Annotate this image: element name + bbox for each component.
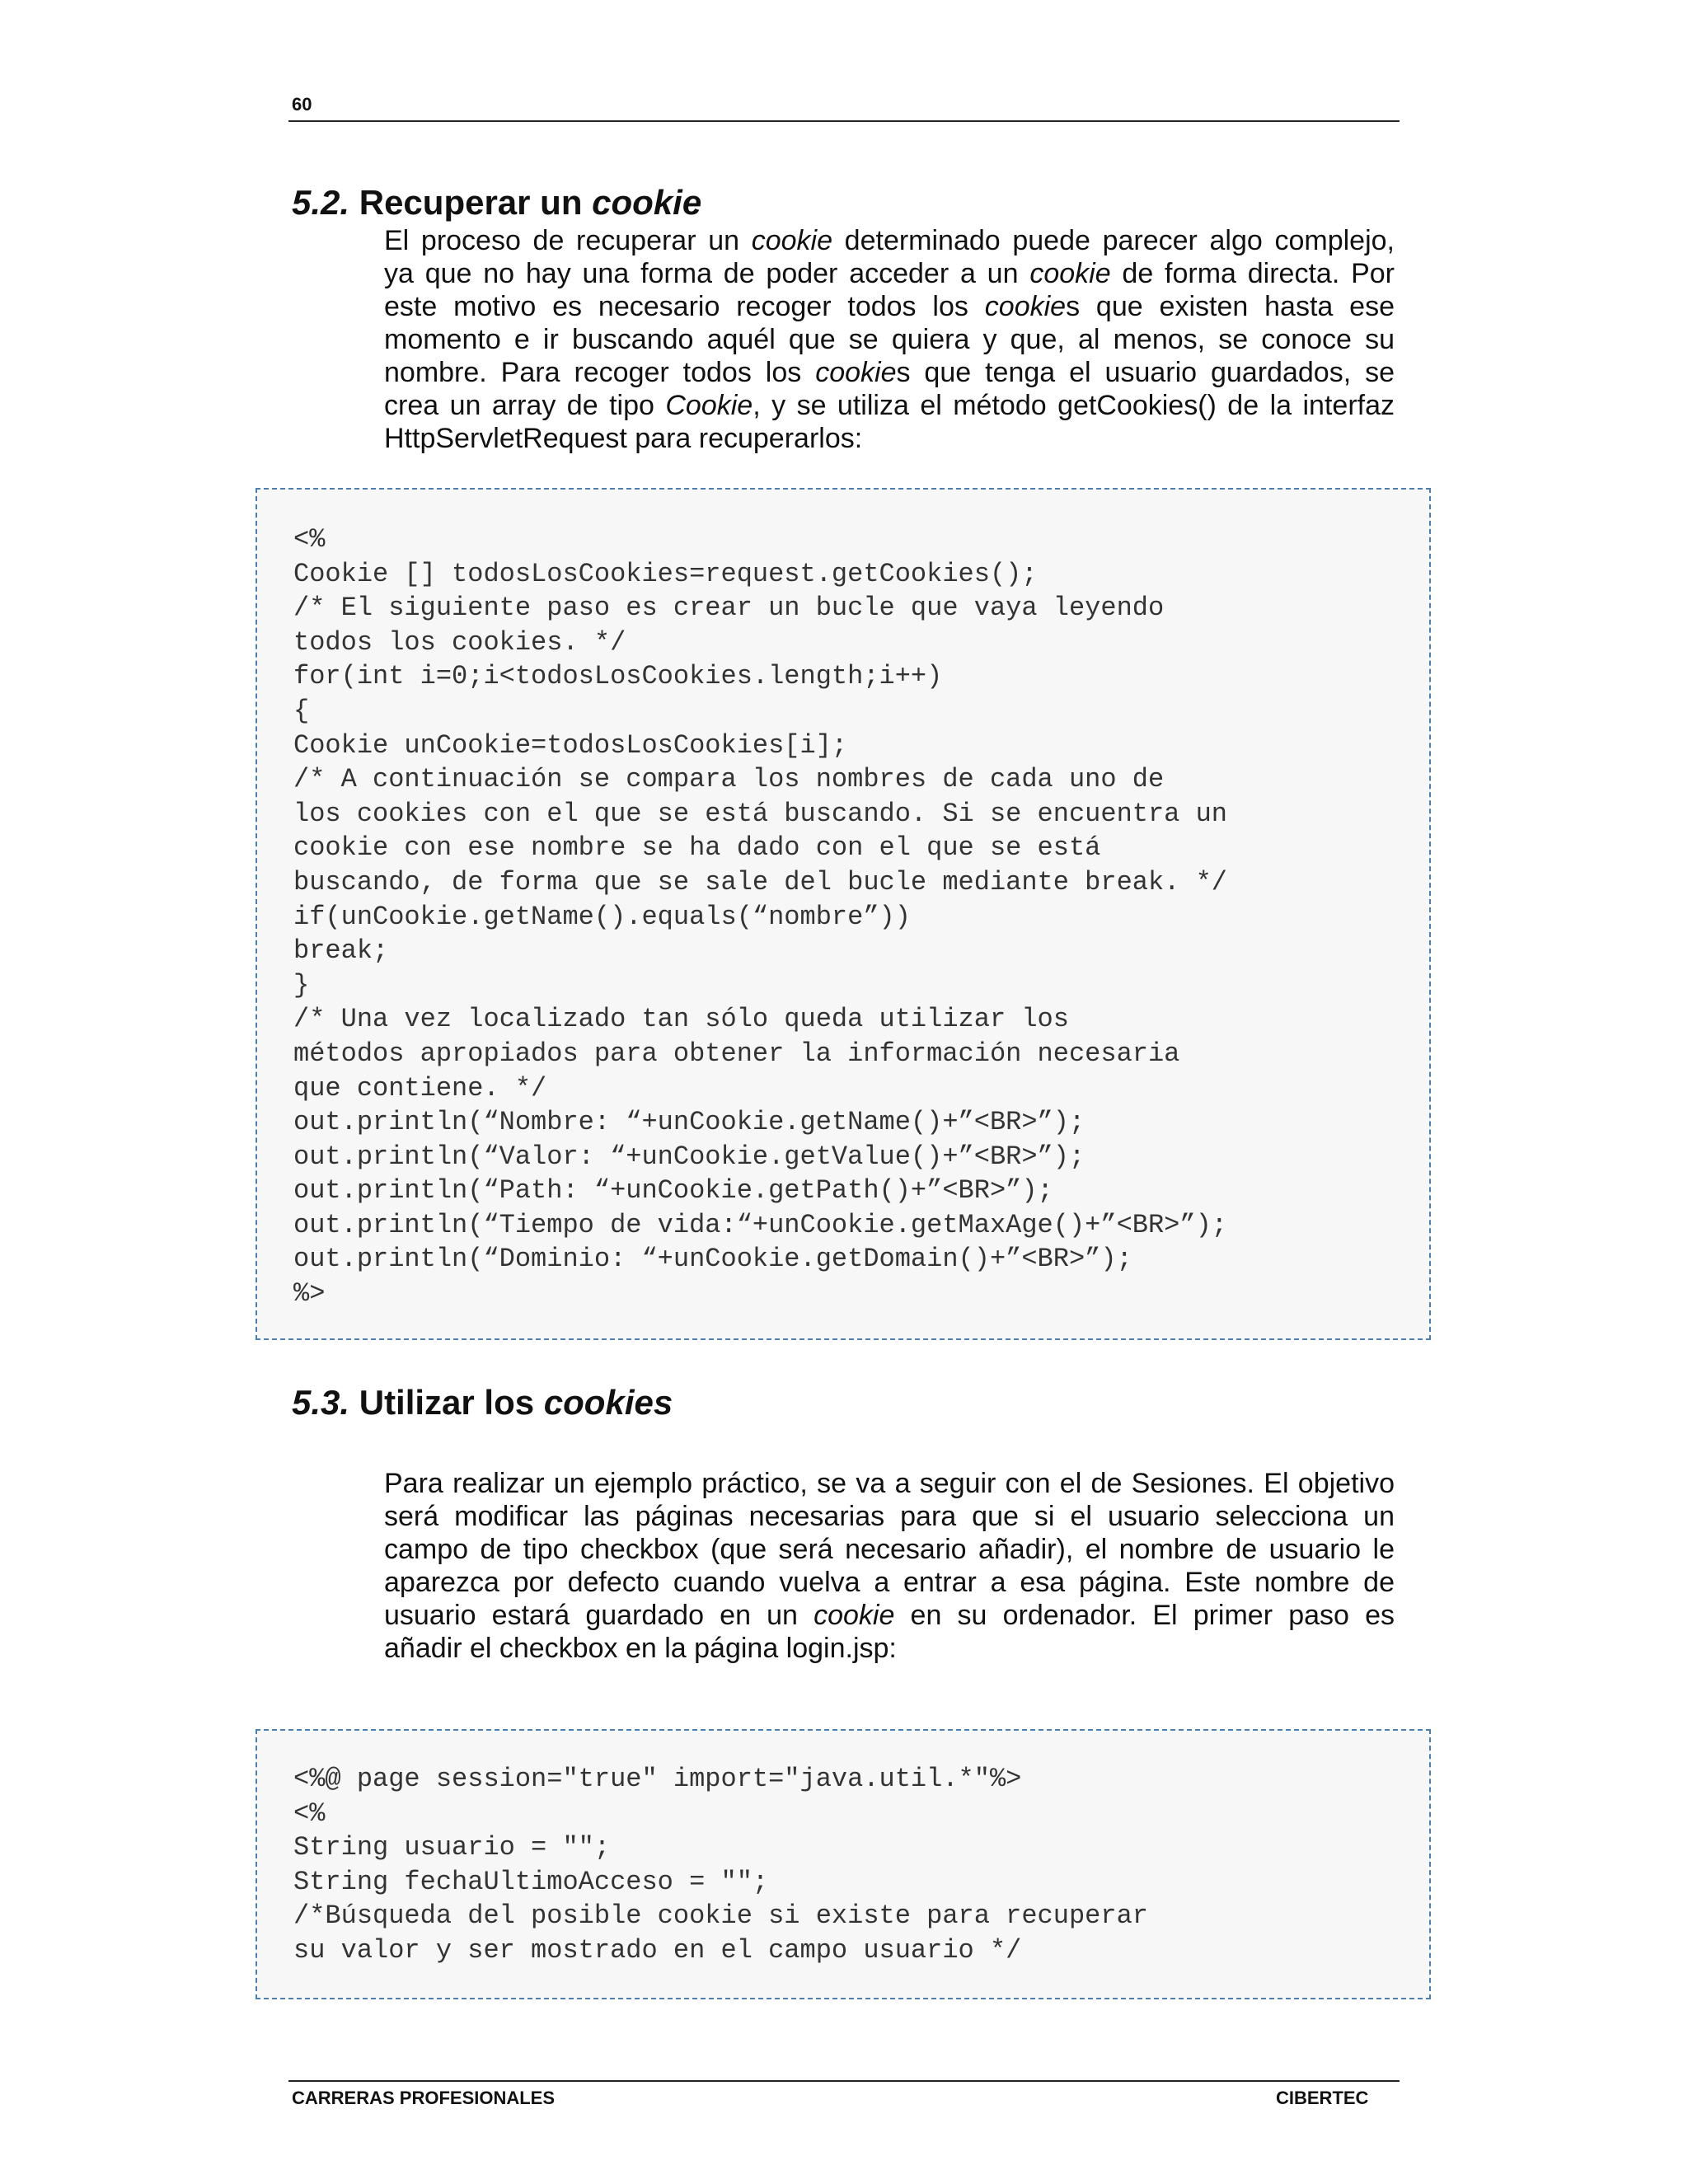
code-line: /* El siguiente paso es crear un bucle que vaya leyendo (293, 593, 1165, 624)
text-segment: s que tenga el usuario guardados, se (896, 357, 1395, 388)
text-segment: en su ordenador. El primer paso es (894, 1600, 1395, 1631)
paragraph-line (384, 224, 1395, 257)
code-listing (293, 1762, 1148, 1968)
text-segment: determinado puede parecer algo complejo, (832, 225, 1395, 256)
header-rule (288, 120, 1400, 122)
code-line: break; (293, 935, 389, 967)
code-listing (293, 523, 1227, 1311)
text-segment: añadir el checkbox en la página login.jsp: (384, 1633, 897, 1664)
paragraph-line (384, 1467, 1395, 1500)
paragraph-line (384, 1533, 1395, 1566)
code-line: Cookie unCookie=todosLosCookies[i]; (293, 729, 848, 761)
paragraph-line (384, 1500, 1395, 1533)
code-line: out.println(“Dominio: “+unCookie.getDomain()+”<BR>”); (293, 1244, 1132, 1275)
page-number: 60 (292, 94, 312, 115)
section-number: 5.3. (292, 1383, 350, 1422)
paragraph-line (384, 1599, 1395, 1632)
text-segment: El proceso de recuperar un (384, 225, 752, 256)
paragraph-line (384, 356, 1395, 389)
code-line: su valor y ser mostrado en el campo usuario */ (293, 1934, 1022, 1966)
section-title-text: Recuperar un (359, 183, 583, 222)
code-line: todos los cookies. */ (293, 626, 626, 658)
code-line: out.println(“Nombre: “+unCookie.getName()+”<BR>”); (293, 1107, 1085, 1138)
text-segment: HttpServletRequest para recuperarlos: (384, 423, 863, 454)
paragraph-line (384, 323, 1395, 356)
text-segment: , y se utiliza el método getCookies() de la interfaz (753, 390, 1395, 421)
text-segment: aparezca por defecto cuando vuelva a entrar a esa página. Este nombre de (384, 1567, 1395, 1598)
code-line: /* Una vez localizado tan sólo queda utilizar los (293, 1004, 1069, 1035)
italic-term: cookie (815, 357, 897, 388)
code-line: out.println(“Tiempo de vida:“+unCookie.getMaxAge()+”<BR>”); (293, 1209, 1227, 1240)
section-title-italic: cookie (592, 183, 702, 222)
text-segment: Para realizar un ejemplo práctico, se va a seguir con el de Sesiones. El objetivo (384, 1468, 1395, 1499)
footer-rule (288, 2080, 1400, 2082)
code-line: { (293, 695, 310, 726)
section-title-italic: cookies (543, 1383, 673, 1422)
paragraph-line (384, 389, 1395, 422)
code-line: /*Búsqueda del posible cookie si existe para recuperar (293, 1900, 1148, 1932)
section-5-2-paragraph (384, 224, 1395, 455)
code-line: los cookies con el que se está buscando. Si se encuentra un (293, 798, 1227, 829)
code-line: if(unCookie.getName().equals(“nombre”)) (293, 901, 911, 932)
section-5-2-title (292, 183, 701, 223)
code-line: Cookie [] todosLosCookies=request.getCookies(); (293, 558, 1038, 589)
italic-term: cookie (814, 1600, 895, 1631)
code-line: out.println(“Valor: “+unCookie.getValue()+”<BR>”); (293, 1141, 1085, 1172)
paragraph-line (384, 1566, 1395, 1599)
section-title-text: Utilizar los (359, 1383, 535, 1422)
code-line: que contiene. */ (293, 1072, 547, 1104)
text-segment: de forma directa. Por (1110, 258, 1395, 289)
footer-left-text: CARRERAS PROFESIONALES (292, 2088, 556, 2108)
paragraph-line (384, 422, 1395, 455)
text-segment: usuario estará guardado en un (384, 1600, 814, 1631)
italic-term: cookie (984, 291, 1067, 322)
paragraph-line (384, 1632, 1395, 1665)
paragraph-line (384, 290, 1395, 323)
text-segment: crea un array de tipo (384, 390, 666, 421)
italic-term: cookie (751, 225, 832, 256)
code-line: <%@ page session="true" import="java.util.*"%> (293, 1764, 1022, 1794)
italic-term: Cookie (665, 390, 753, 421)
code-block-recuperar-cookie (256, 488, 1431, 1340)
code-line: /* A continuación se compara los nombres de cada uno de (293, 764, 1165, 795)
italic-term: cookie (1029, 258, 1111, 289)
code-line: buscando, de forma que se sale del bucle mediante break. */ (293, 866, 1227, 898)
text-segment: campo de tipo checkbox (que será necesario añadir), el nombre de usuario le (384, 1534, 1395, 1565)
code-line: } (293, 969, 310, 1001)
text-segment: momento e ir buscando aquél que se quiera y que, al menos, se conoce su (384, 324, 1395, 355)
code-line: cookie con ese nombre se ha dado con el que se está (293, 832, 1101, 864)
code-line: %> (293, 1278, 326, 1310)
footer-right-text: CIBERTEC (1276, 2088, 1369, 2108)
code-line: String usuario = ""; (293, 1832, 611, 1863)
section-5-3-title (292, 1383, 673, 1422)
code-line: <% (293, 524, 326, 555)
section-5-3-paragraph (384, 1467, 1395, 1665)
code-line: métodos apropiados para obtener la información necesaria (293, 1038, 1180, 1069)
section-number: 5.2. (292, 183, 350, 222)
text-segment: s que existen hasta ese (1066, 291, 1395, 322)
code-line: String fechaUltimoAcceso = ""; (293, 1866, 769, 1897)
text-segment: nombre. Para recoger todos los (384, 357, 816, 388)
text-segment: este motivo es necesario recoger todos los (384, 291, 985, 322)
text-segment: será modificar las páginas necesarias para que si el usuario selecciona un (384, 1501, 1395, 1532)
code-block-login-jsp (256, 1729, 1431, 1999)
text-segment: ya que no hay una forma de poder acceder a un (384, 258, 1030, 289)
code-line: for(int i=0;i<todosLosCookies.length;i++) (293, 661, 943, 692)
code-line: out.println(“Path: “+unCookie.getPath()+”<BR>”); (293, 1175, 1053, 1207)
paragraph-line (384, 257, 1395, 290)
code-line: <% (293, 1797, 326, 1829)
